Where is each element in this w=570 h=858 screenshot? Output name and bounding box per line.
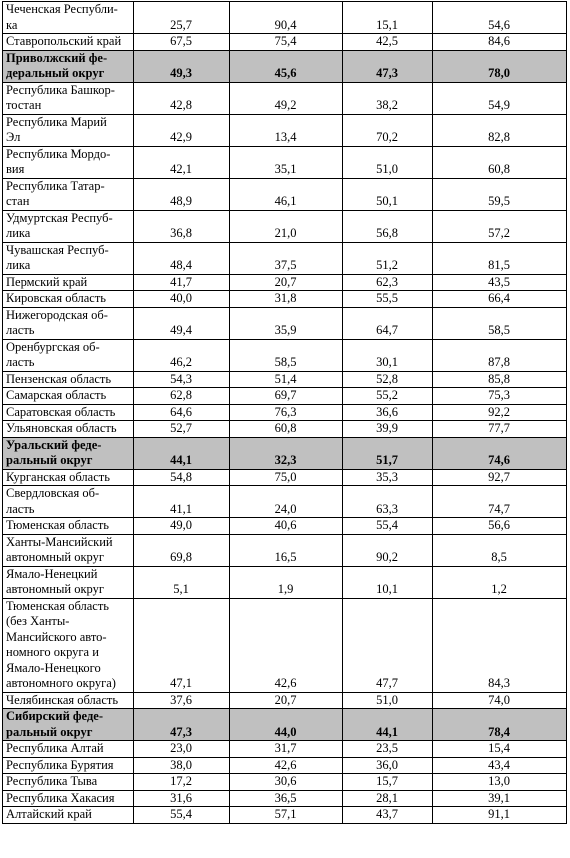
value-cell-col4: 60,8 xyxy=(433,146,567,178)
value-cell-col2: 75,4 xyxy=(230,34,343,51)
region-name-cell: Нижегородская об- ласть xyxy=(3,307,134,339)
value-cell-col2: 58,5 xyxy=(230,339,343,371)
district-summary-row xyxy=(3,709,567,741)
value-cell-col4: 15,4 xyxy=(433,741,567,758)
value-cell-col2: 31,8 xyxy=(230,291,343,308)
value-cell-col2: 42,6 xyxy=(230,598,343,692)
value-cell-col3: 35,3 xyxy=(343,469,433,486)
table-row xyxy=(3,404,567,421)
region-name-cell: Пензенская область xyxy=(3,371,134,388)
value-cell-col4: 13,0 xyxy=(433,774,567,791)
value-cell-col3: 55,2 xyxy=(343,388,433,405)
value-cell-col2: 57,1 xyxy=(230,807,343,824)
value-cell-col1: 38,0 xyxy=(134,757,230,774)
value-cell-col2: 49,2 xyxy=(230,82,343,114)
value-cell-col1: 25,7 xyxy=(134,2,230,34)
regional-statistics-table xyxy=(2,1,567,824)
region-name-cell: Республика Бурятия xyxy=(3,757,134,774)
value-cell-col3: 44,1 xyxy=(343,709,433,741)
region-name-cell: Ханты-Мансийский автономный округ xyxy=(3,534,134,566)
value-cell-col3: 47,7 xyxy=(343,598,433,692)
value-cell-col2: 42,6 xyxy=(230,757,343,774)
region-name-cell: Республика Алтай xyxy=(3,741,134,758)
table-row xyxy=(3,114,567,146)
value-cell-col4: 56,6 xyxy=(433,518,567,535)
value-cell-col1: 48,4 xyxy=(134,242,230,274)
table-row xyxy=(3,242,567,274)
value-cell-col1: 52,7 xyxy=(134,421,230,438)
value-cell-col4: 74,6 xyxy=(433,437,567,469)
value-cell-col2: 1,9 xyxy=(230,566,343,598)
value-cell-col3: 43,7 xyxy=(343,807,433,824)
value-cell-col1: 17,2 xyxy=(134,774,230,791)
value-cell-col1: 54,3 xyxy=(134,371,230,388)
district-summary-row xyxy=(3,50,567,82)
region-name-cell: Чувашская Респуб- лика xyxy=(3,242,134,274)
value-cell-col1: 23,0 xyxy=(134,741,230,758)
region-name-cell: Тюменская область xyxy=(3,518,134,535)
region-name-cell: Уральский феде- ральный округ xyxy=(3,437,134,469)
value-cell-col2: 51,4 xyxy=(230,371,343,388)
value-cell-col4: 84,6 xyxy=(433,34,567,51)
value-cell-col3: 64,7 xyxy=(343,307,433,339)
value-cell-col4: 43,5 xyxy=(433,274,567,291)
value-cell-col1: 42,9 xyxy=(134,114,230,146)
table-row xyxy=(3,534,567,566)
value-cell-col1: 62,8 xyxy=(134,388,230,405)
value-cell-col1: 47,1 xyxy=(134,598,230,692)
region-name-cell: Республика Хакасия xyxy=(3,790,134,807)
value-cell-col4: 85,8 xyxy=(433,371,567,388)
table-row xyxy=(3,757,567,774)
value-cell-col3: 63,3 xyxy=(343,486,433,518)
region-name-cell: Республика Марий Эл xyxy=(3,114,134,146)
region-name-cell: Республика Тыва xyxy=(3,774,134,791)
value-cell-col1: 54,8 xyxy=(134,469,230,486)
region-name-cell: Пермский край xyxy=(3,274,134,291)
value-cell-col3: 52,8 xyxy=(343,371,433,388)
region-name-cell: Оренбургская об- ласть xyxy=(3,339,134,371)
value-cell-col4: 39,1 xyxy=(433,790,567,807)
value-cell-col1: 47,3 xyxy=(134,709,230,741)
value-cell-col1: 31,6 xyxy=(134,790,230,807)
region-name-cell: Ульяновская область xyxy=(3,421,134,438)
value-cell-col4: 78,0 xyxy=(433,50,567,82)
table-row xyxy=(3,291,567,308)
value-cell-col4: 54,9 xyxy=(433,82,567,114)
value-cell-col3: 15,7 xyxy=(343,774,433,791)
value-cell-col3: 47,3 xyxy=(343,50,433,82)
value-cell-col1: 48,9 xyxy=(134,178,230,210)
region-name-cell: Самарская область xyxy=(3,388,134,405)
value-cell-col2: 13,4 xyxy=(230,114,343,146)
value-cell-col2: 44,0 xyxy=(230,709,343,741)
value-cell-col3: 55,4 xyxy=(343,518,433,535)
value-cell-col3: 39,9 xyxy=(343,421,433,438)
table-row xyxy=(3,274,567,291)
value-cell-col4: 74,0 xyxy=(433,692,567,709)
value-cell-col1: 49,0 xyxy=(134,518,230,535)
value-cell-col1: 41,7 xyxy=(134,274,230,291)
table-row xyxy=(3,371,567,388)
value-cell-col1: 41,1 xyxy=(134,486,230,518)
value-cell-col3: 15,1 xyxy=(343,2,433,34)
table-row xyxy=(3,692,567,709)
value-cell-col1: 37,6 xyxy=(134,692,230,709)
value-cell-col3: 38,2 xyxy=(343,82,433,114)
value-cell-col2: 24,0 xyxy=(230,486,343,518)
table-row xyxy=(3,178,567,210)
value-cell-col1: 55,4 xyxy=(134,807,230,824)
value-cell-col2: 36,5 xyxy=(230,790,343,807)
value-cell-col4: 57,2 xyxy=(433,210,567,242)
value-cell-col2: 20,7 xyxy=(230,692,343,709)
table-row xyxy=(3,518,567,535)
value-cell-col1: 36,8 xyxy=(134,210,230,242)
region-name-cell: Челябинская область xyxy=(3,692,134,709)
value-cell-col3: 51,7 xyxy=(343,437,433,469)
value-cell-col2: 35,9 xyxy=(230,307,343,339)
region-name-cell: Сибирский феде- ральный округ xyxy=(3,709,134,741)
region-name-cell: Тюменская область (без Ханты- Мансийского авто- номного округа и Ямало-Ненецкого автономного округа) xyxy=(3,598,134,692)
value-cell-col3: 23,5 xyxy=(343,741,433,758)
value-cell-col3: 90,2 xyxy=(343,534,433,566)
value-cell-col1: 64,6 xyxy=(134,404,230,421)
value-cell-col1: 46,2 xyxy=(134,339,230,371)
value-cell-col1: 40,0 xyxy=(134,291,230,308)
value-cell-col1: 49,3 xyxy=(134,50,230,82)
value-cell-col1: 69,8 xyxy=(134,534,230,566)
value-cell-col3: 56,8 xyxy=(343,210,433,242)
value-cell-col3: 36,6 xyxy=(343,404,433,421)
value-cell-col4: 84,3 xyxy=(433,598,567,692)
region-name-cell: Ставропольский край xyxy=(3,34,134,51)
region-name-cell: Республика Татар- стан xyxy=(3,178,134,210)
district-summary-row xyxy=(3,437,567,469)
value-cell-col2: 30,6 xyxy=(230,774,343,791)
table-row xyxy=(3,774,567,791)
value-cell-col2: 37,5 xyxy=(230,242,343,274)
value-cell-col2: 60,8 xyxy=(230,421,343,438)
value-cell-col3: 55,5 xyxy=(343,291,433,308)
table-row xyxy=(3,307,567,339)
table-row xyxy=(3,566,567,598)
value-cell-col2: 75,0 xyxy=(230,469,343,486)
value-cell-col4: 91,1 xyxy=(433,807,567,824)
value-cell-col2: 21,0 xyxy=(230,210,343,242)
value-cell-col2: 45,6 xyxy=(230,50,343,82)
value-cell-col2: 32,3 xyxy=(230,437,343,469)
value-cell-col1: 42,8 xyxy=(134,82,230,114)
value-cell-col3: 10,1 xyxy=(343,566,433,598)
value-cell-col1: 5,1 xyxy=(134,566,230,598)
region-name-cell: Республика Башкор- тостан xyxy=(3,82,134,114)
region-name-cell: Свердловская об- ласть xyxy=(3,486,134,518)
value-cell-col4: 43,4 xyxy=(433,757,567,774)
table-row xyxy=(3,421,567,438)
region-name-cell: Чеченская Республи- ка xyxy=(3,2,134,34)
value-cell-col4: 75,3 xyxy=(433,388,567,405)
value-cell-col4: 59,5 xyxy=(433,178,567,210)
region-name-cell: Саратовская область xyxy=(3,404,134,421)
table-row xyxy=(3,790,567,807)
region-name-cell: Алтайский край xyxy=(3,807,134,824)
table-row xyxy=(3,469,567,486)
value-cell-col4: 58,5 xyxy=(433,307,567,339)
table-row xyxy=(3,210,567,242)
value-cell-col2: 35,1 xyxy=(230,146,343,178)
region-name-cell: Кировская область xyxy=(3,291,134,308)
value-cell-col3: 50,1 xyxy=(343,178,433,210)
value-cell-col3: 62,3 xyxy=(343,274,433,291)
table-row xyxy=(3,388,567,405)
region-name-cell: Ямало-Ненецкий автономный округ xyxy=(3,566,134,598)
region-name-cell: Республика Мордо- вия xyxy=(3,146,134,178)
value-cell-col1: 67,5 xyxy=(134,34,230,51)
value-cell-col4: 74,7 xyxy=(433,486,567,518)
value-cell-col4: 8,5 xyxy=(433,534,567,566)
table-row xyxy=(3,807,567,824)
region-name-cell: Приволжский фе- деральный округ xyxy=(3,50,134,82)
table-row xyxy=(3,82,567,114)
value-cell-col2: 90,4 xyxy=(230,2,343,34)
region-name-cell: Курганская область xyxy=(3,469,134,486)
region-name-cell: Удмуртская Респуб- лика xyxy=(3,210,134,242)
value-cell-col3: 36,0 xyxy=(343,757,433,774)
table-row xyxy=(3,486,567,518)
value-cell-col2: 46,1 xyxy=(230,178,343,210)
value-cell-col3: 51,0 xyxy=(343,146,433,178)
value-cell-col3: 70,2 xyxy=(343,114,433,146)
value-cell-col3: 42,5 xyxy=(343,34,433,51)
value-cell-col3: 51,2 xyxy=(343,242,433,274)
value-cell-col2: 40,6 xyxy=(230,518,343,535)
value-cell-col4: 82,8 xyxy=(433,114,567,146)
table-row xyxy=(3,741,567,758)
value-cell-col4: 81,5 xyxy=(433,242,567,274)
value-cell-col2: 20,7 xyxy=(230,274,343,291)
value-cell-col4: 1,2 xyxy=(433,566,567,598)
table-row xyxy=(3,339,567,371)
value-cell-col2: 76,3 xyxy=(230,404,343,421)
value-cell-col4: 87,8 xyxy=(433,339,567,371)
value-cell-col2: 31,7 xyxy=(230,741,343,758)
value-cell-col2: 16,5 xyxy=(230,534,343,566)
table-row xyxy=(3,34,567,51)
value-cell-col1: 49,4 xyxy=(134,307,230,339)
value-cell-col3: 30,1 xyxy=(343,339,433,371)
value-cell-col4: 92,2 xyxy=(433,404,567,421)
value-cell-col4: 54,6 xyxy=(433,2,567,34)
value-cell-col3: 51,0 xyxy=(343,692,433,709)
value-cell-col4: 92,7 xyxy=(433,469,567,486)
value-cell-col4: 66,4 xyxy=(433,291,567,308)
value-cell-col2: 69,7 xyxy=(230,388,343,405)
value-cell-col1: 42,1 xyxy=(134,146,230,178)
table-row xyxy=(3,146,567,178)
table-row xyxy=(3,598,567,692)
table-row xyxy=(3,2,567,34)
value-cell-col3: 28,1 xyxy=(343,790,433,807)
table-body xyxy=(3,2,567,824)
value-cell-col4: 77,7 xyxy=(433,421,567,438)
value-cell-col1: 44,1 xyxy=(134,437,230,469)
value-cell-col4: 78,4 xyxy=(433,709,567,741)
